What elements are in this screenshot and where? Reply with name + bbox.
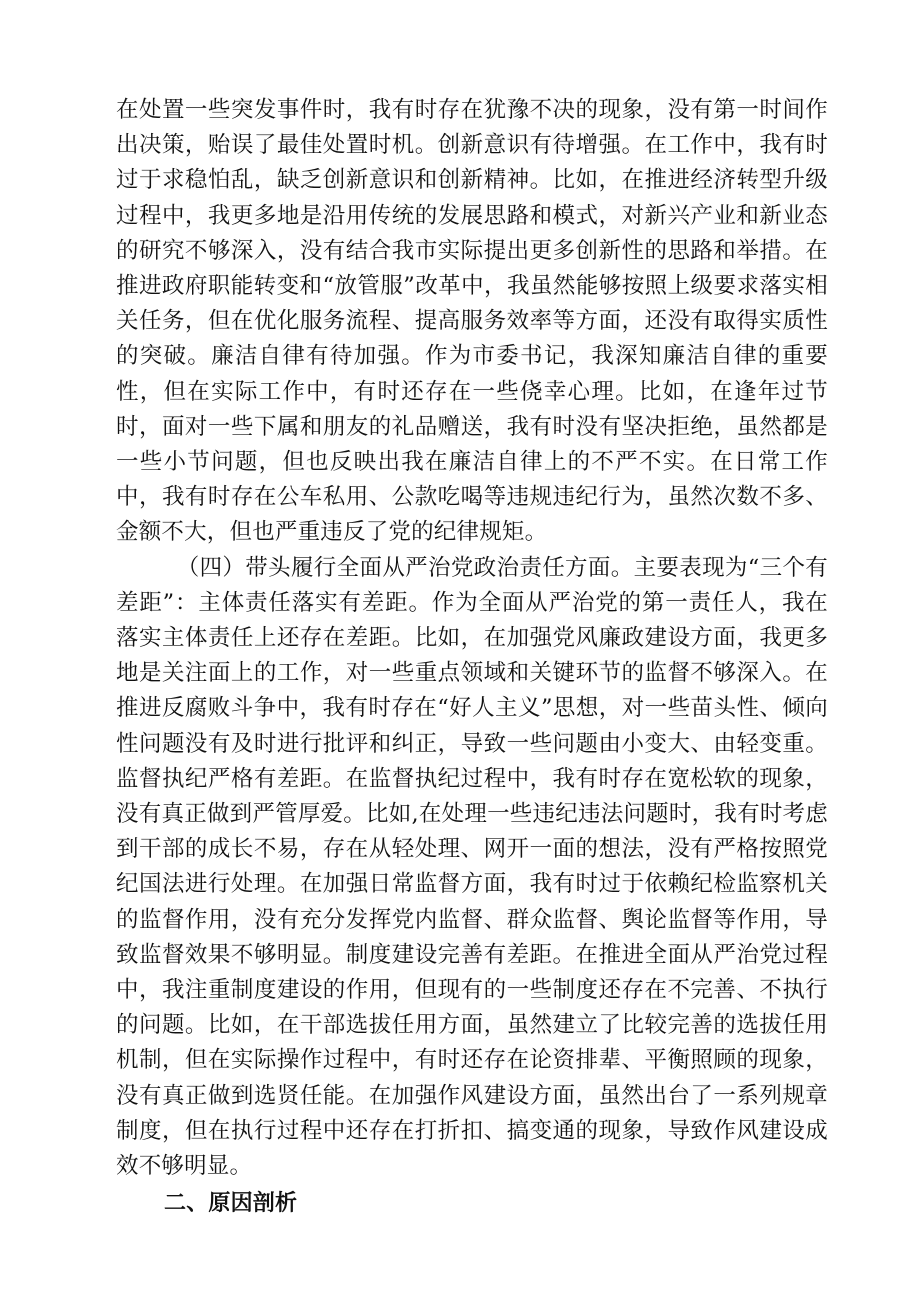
- paragraph-section-four: （四）带头履行全面从严治党政治责任方面。主要表现为“三个有差距”：主体责任落实有差距。作为全面从严治党的第一责任人，我在落实主体责任上还存在差距。比如，在加强党风廉政建设方面，我更多地是关注面上的工作，对一些重点领域和关键环节的监督不够深入。在推进反腐败斗争中，我有时存在“好人主义”思想，对一些苗头性、倾向性问题没有及时进行批评和纠正，导致一些问题由小变大、由轻变重。监督执纪严格有差距。在监督执纪过程中，我有时存在宽松软的现象，没有真正做到严管厚爱。比如,在处理一些违纪违法问题时，我有时考虑到干部的成长不易，存在从轻处理、网开一面的想法，没有严格按照党纪国法进行处理。在加强日常监督方面，我有时过于依赖纪检监察机关的监督作用，没有充分发挥党内监督、群众监督、舆论监督等作用，导致监督效果不够明显。制度建设完善有差距。在推进全面从严治党过程中，我注重制度建设的作用，但现有的一些制度还存在不完善、不执行的问题。比如，在干部选拔任用方面，虽然建立了比较完善的选拔任用机制，但在实际操作过程中，有时还存在论资排辈、平衡照顾的现象，没有真正做到选贤任能。在加强作风建设方面，虽然出台了一系列规章制度，但在执行过程中还存在打折扣、搞变通的现象，导致作风建设成效不够明显。: [116, 554, 828, 1180]
- document-page: [116, 93, 828, 1222]
- paragraph-continuation: 在处置一些突发事件时，我有时存在犹豫不决的现象，没有第一时间作出决策，贻误了最佳处置时机。创新意识有待增强。在工作中，我有时过于求稳怕乱，缺乏创新意识和创新精神。比如，在推进经济转型升级过程中，我更多地是沿用传统的发展思路和模式，对新兴产业和新业态的研究不够深入，没有结合我市实际提出更多创新性的思路和举措。在推进政府职能转变和“放管服”改革中，我虽然能够按照上级要求落实相关任务，但在优化服务流程、提高服务效率等方面，还没有取得实质性的突破。廉洁自律有待加强。作为市委书记，我深知廉洁自律的重要性，但在实际工作中，有时还存在一些侥幸心理。比如，在逢年过节时，面对一些下属和朋友的礼品赠送，我有时没有坚决拒绝，虽然都是一些小节问题，但也反映出我在廉洁自律上的不严不实。在日常工作中，我有时存在公车私用、公款吃喝等违规违纪行为，虽然次数不多、金额不大，但也严重违反了党的纪律规矩。: [116, 97, 828, 546]
- section-heading: 二、原因剖析: [164, 1191, 298, 1217]
